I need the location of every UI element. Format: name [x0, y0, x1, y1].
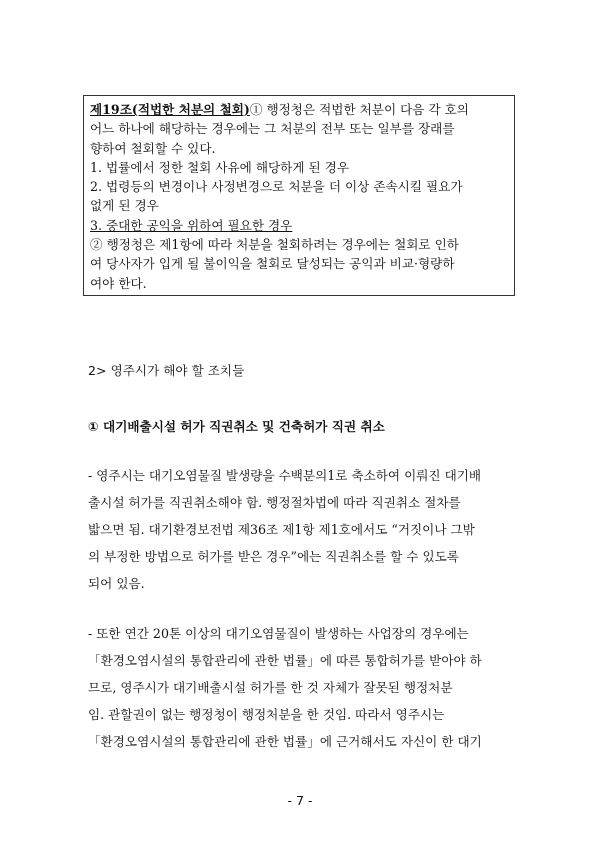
law-line-1	[90, 100, 508, 119]
paragraph-1	[88, 462, 520, 597]
page-number: - 7 -	[287, 793, 313, 808]
law-line-8: ② 행정청은 제1항에 따라 처분을 철회하려는 경우에는 철회로 인하	[90, 237, 459, 253]
subsection-heading: ① 대기배출시설 허가 직권취소 및 건축허가 직권 취소	[88, 419, 385, 434]
law-line-2: 어느 하나에 해당하는 경우에는 그 처분의 전부 또는 일부를 장래를	[90, 121, 455, 137]
law-line-3: 향하여 철회할 수 있다.	[90, 140, 216, 156]
law-line-4: 1. 법률에서 정한 철회 사유에 해당하게 된 경우	[90, 159, 350, 175]
law-line-5: 2. 법령등의 변경이나 사정변경으로 처분을 더 이상 존속시킬 필요가	[90, 179, 463, 195]
law-line-10: 여야 한다.	[90, 275, 147, 291]
law-line-7: 3. 중대한 공익을 위하여 필요한 경우	[90, 217, 293, 233]
paragraph-1-line: 출시설 허가를 직권취소해야 함. 행정절차법에 따라 직권취소 절차를	[88, 495, 461, 510]
paragraph-1-line: - 영주시는 대기오염물질 발생량을 수백분의1로 축소하여 이뤄진 대기배	[88, 468, 482, 483]
paragraph-2-line: 「환경오염시설의 통합관리에 관한 법률」에 따른 통합허가를 받아야 하	[88, 653, 482, 668]
law-article-title: 제19조(적법한 처분의 철회)	[90, 102, 250, 117]
paragraph-2	[88, 620, 520, 755]
paragraph-2-line: 므로, 영주시가 대기배출시설 허가를 한 것 자체가 잘못된 행정처분	[88, 680, 453, 695]
law-line-6: 없게 된 경우	[90, 198, 159, 214]
law-line-9: 여 당사자가 입게 될 불이익을 철회로 달성되는 공익과 비교·형량하	[90, 256, 455, 272]
paragraph-1-line: 되어 있음.	[88, 576, 145, 591]
paragraph-2-line: 임. 관할권이 없는 행정청이 행정처분을 한 것임. 따라서 영주시는	[88, 707, 445, 722]
paragraph-2-line: 「환경오염시설의 통합관리에 관한 법률」에 근거해서도 자신이 한 대기	[88, 734, 482, 749]
paragraph-1-line: 의 부정한 방법으로 허가를 받은 경우”에는 직권취소를 할 수 있도록	[88, 549, 459, 564]
paragraph-2-line: - 또한 연간 20톤 이상의 대기오염물질이 발생하는 사업장의 경우에는	[88, 626, 469, 641]
paragraph-1-line: 밟으면 됨. 대기환경보전법 제36조 제1항 제1호에서도 “거짓이나 그밖	[88, 522, 475, 537]
law-line-1-rest: ① 행정청은 적법한 처분이 다음 각 호의	[249, 102, 469, 117]
law-quote-box	[83, 95, 515, 296]
section-heading: 2> 영주시가 해야 할 조치들	[88, 363, 245, 378]
